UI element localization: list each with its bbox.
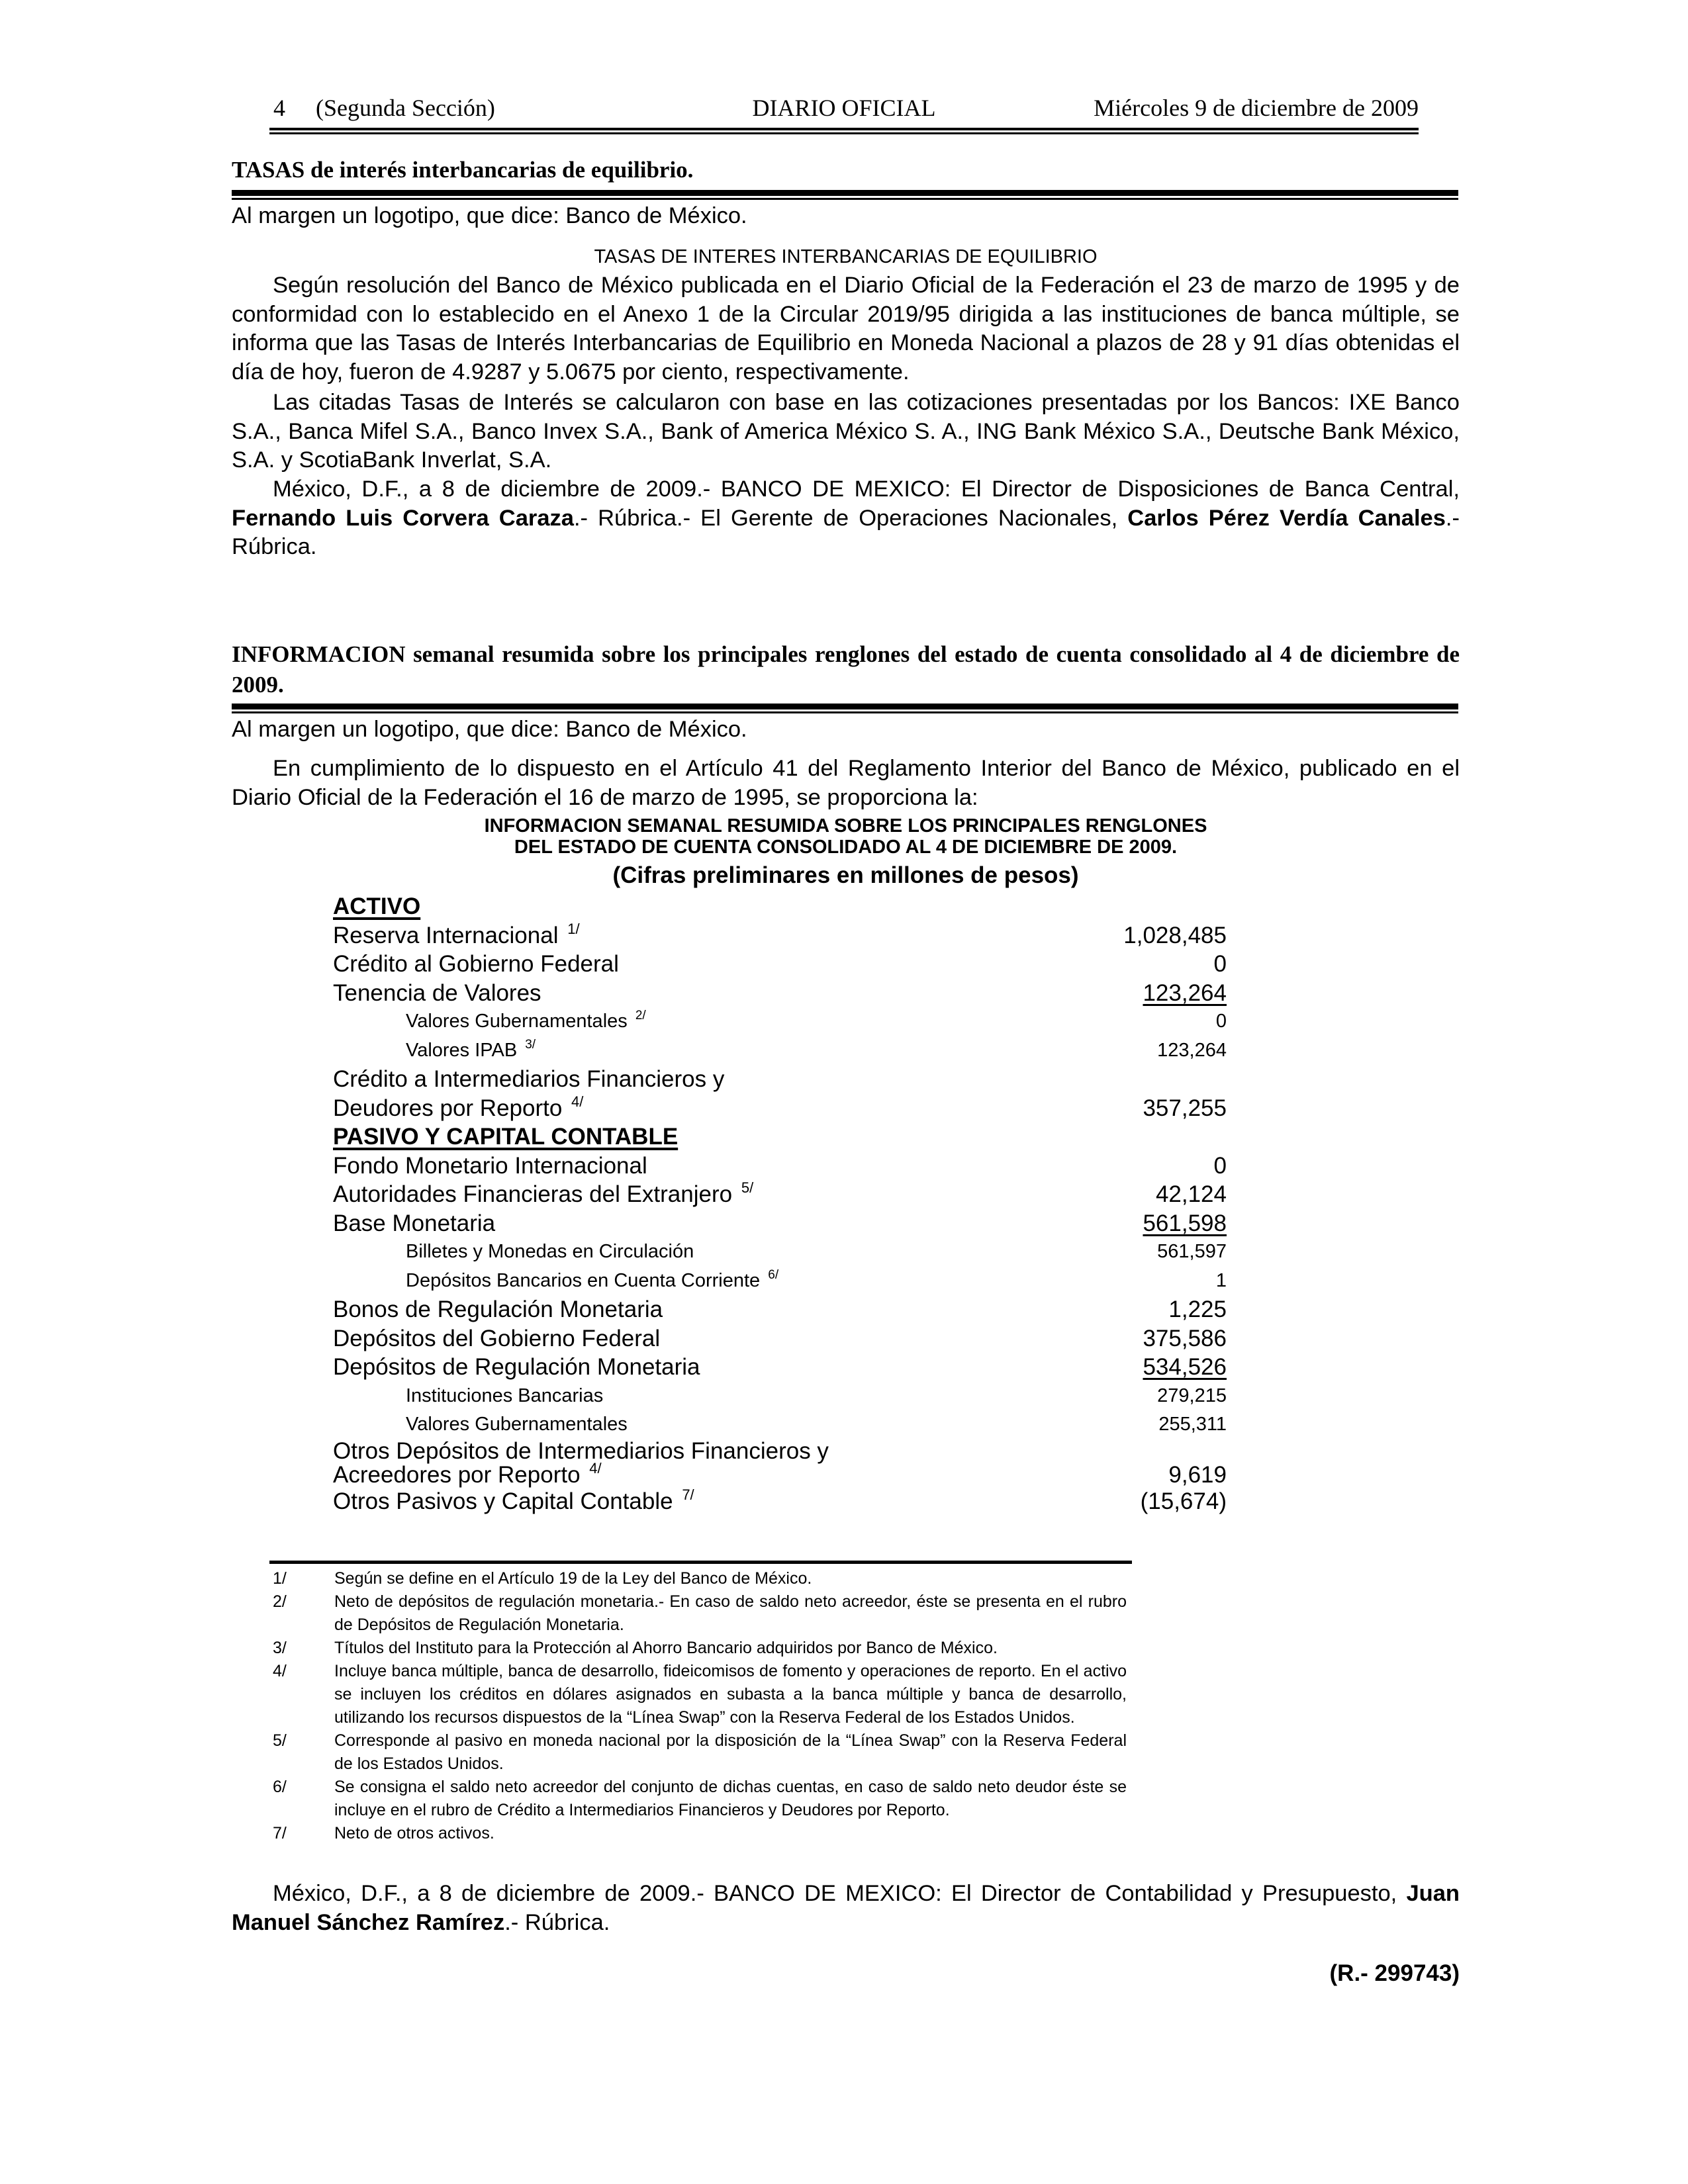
footnotes — [273, 1567, 1127, 1845]
notice1-signature-tail: .- Rúbrica. — [232, 505, 1460, 559]
row-label: Acreedores por Reporto $^{4/}$ — [333, 1459, 602, 1488]
pasivo-rows — [331, 1152, 1227, 1516]
footnote-number: 1/ — [273, 1569, 287, 1588]
activo-rows — [331, 921, 1227, 1123]
notice1-paragraph-banks: Las citadas Tasas de Interés se calcularon con base en las cotizaciones presentadas por los Bancos: IXE Banco S.A., Banca Mifel S.A., Banco Invex S.A., Bank of America México S. A., ING Bank México S.A., Deutsche Bank México, S.A. y ScotiaBank Inverlat, S.A. — [232, 390, 1460, 473]
row-value: 123,264 — [1143, 979, 1227, 1006]
page-header — [269, 94, 1419, 124]
notice2-heading-line1: INFORMACION SEMANAL RESUMIDA SOBRE LOS PRINCIPALES RENGLONES — [484, 815, 1207, 837]
row-value: (15,674) — [1140, 1488, 1227, 1514]
row-value: 9,619 — [1168, 1461, 1227, 1488]
row-value: 534,526 — [1143, 1354, 1227, 1380]
balance-table — [331, 892, 1227, 1516]
table-row — [331, 979, 1227, 1008]
table-row — [331, 1459, 1227, 1488]
publication-date: Miércoles 9 de diciembre de 2009 — [1094, 95, 1419, 121]
table-row — [331, 1238, 1227, 1267]
notice1-title: TASAS de interés interbancarias de equilibrio. — [232, 157, 694, 183]
row-label: Depósitos del Gobierno Federal — [333, 1325, 661, 1351]
footnote-text: Incluye banca múltiple, banca de desarrollo, fideicomisos de fomento y operaciones de reporto. En el activo se incluyen los créditos en dólares asignados en subasta a la banca múltiple y banca de desarrollo, utilizando los recursos dispuestos de la “Línea Swap” con la Reserva Federal de los Estados Unidos. — [334, 1662, 1127, 1727]
footnote-marker: 4/ — [571, 1093, 584, 1110]
row-label: Crédito al Gobierno Federal — [333, 951, 619, 977]
notice1-margin-note: Al margen un logotipo, que dice: Banco de México. — [232, 203, 747, 228]
row-label: Deudores por Reporto $^{4/}$ — [333, 1093, 584, 1121]
footnote-item — [273, 1660, 1127, 1729]
row-label: Otros Pasivos y Capital Contable $^{7/}$ — [333, 1486, 694, 1514]
header-rule-bottom — [269, 132, 1419, 134]
page-number: 4 — [273, 95, 285, 121]
table-row — [331, 1487, 1227, 1516]
table-row — [331, 950, 1227, 979]
notice1-title-rule-thick — [232, 190, 1458, 196]
notice1-signatory-2: Carlos Pérez Verdía Canales — [1127, 505, 1446, 531]
footnote-marker: 3/ — [525, 1037, 536, 1052]
table-row — [331, 1324, 1227, 1353]
footnote-number: 2/ — [273, 1592, 287, 1611]
row-label: Bonos de Regulación Monetaria — [333, 1297, 663, 1322]
row-value: 1,028,485 — [1123, 922, 1227, 948]
section-label: (Segunda Sección) — [316, 95, 495, 121]
row-label: Autoridades Financieras del Extranjero $^{5/}$ — [333, 1179, 754, 1207]
footnote-marker: 2/ — [635, 1009, 646, 1023]
footnote-item — [273, 1590, 1127, 1637]
row-value: 0 — [1213, 1152, 1227, 1179]
table-row — [331, 921, 1227, 950]
footnote-text: Se consigna el saldo neto acreedor del conjunto de dichas cuentas, en caso de saldo neto deudor éste se incluye en el rubro de Crédito a Intermediarios Financieros y Deudores por Reporto. — [334, 1778, 1127, 1819]
table-row — [331, 1295, 1227, 1324]
table-row — [331, 1439, 1227, 1463]
notice2-signatory: Juan Manuel Sánchez Ramírez — [232, 1881, 1460, 1935]
row-label: Billetes y Monedas en Circulación — [406, 1241, 694, 1262]
notice2-signature-tail: .- Rúbrica. — [504, 1909, 610, 1935]
row-value: 357,255 — [1143, 1095, 1227, 1121]
table-row — [331, 1209, 1227, 1238]
row-value: 123,264 — [1157, 1039, 1227, 1061]
row-label: Fondo Monetario Internacional — [333, 1152, 647, 1179]
row-label: Crédito a Intermediarios Financieros y — [333, 1066, 725, 1092]
row-value: 0 — [1215, 1011, 1227, 1032]
footnote-text: Neto de depósitos de regulación monetaria.- En caso de saldo neto acreedor, éste se presenta en el rubro de Depósitos de Regulación Monetaria. — [334, 1592, 1127, 1634]
notice2-subheading: (Cifras preliminares en millones de pesos) — [612, 862, 1079, 888]
table-row — [331, 1353, 1227, 1382]
footnote-item — [273, 1729, 1127, 1776]
row-label: Otros Depósitos de Intermediarios Financieros y — [333, 1437, 829, 1464]
table-row — [331, 1267, 1227, 1296]
notice2-title-rule-thin — [232, 711, 1458, 713]
row-value: 1,225 — [1168, 1297, 1227, 1322]
table-row — [331, 1180, 1227, 1209]
row-label: Reserva Internacional $^{1/}$ — [333, 920, 580, 948]
footnote-number: 5/ — [273, 1731, 287, 1750]
publication-name: DIARIO OFICIAL — [752, 95, 936, 121]
activo-heading-row — [331, 892, 1227, 921]
row-label: Base Monetaria — [333, 1210, 496, 1236]
notice2-heading-line2: DEL ESTADO DE CUENTA CONSOLIDADO AL 4 DE DICIEMBRE DE 2009. — [514, 837, 1178, 858]
pasivo-heading: PASIVO Y CAPITAL CONTABLE — [333, 1124, 679, 1150]
footnote-marker: 7/ — [682, 1486, 694, 1503]
notice1-signatory-1: Fernando Luis Corvera Caraza — [232, 505, 574, 531]
row-label: Valores Gubernamentales $^{2/}$ — [406, 1009, 646, 1032]
row-value: 1 — [1215, 1269, 1227, 1291]
footnote-number: 7/ — [273, 1824, 287, 1843]
row-label: Tenencia de Valores — [333, 979, 541, 1006]
notice1-signature-lead: México, D.F., a 8 de diciembre de 2009.- BANCO DE MEXICO: El Director de Disposiciones de Banca Central, — [273, 477, 1460, 502]
footnote-text: Corresponde al pasivo en moneda nacional por la disposición de la “Línea Swap” con la Reserva Federal de los Estados Unidos. — [334, 1731, 1127, 1773]
row-value: 279,215 — [1157, 1385, 1227, 1406]
footnote-number: 4/ — [273, 1662, 287, 1680]
notice1-title-rule-thin — [232, 198, 1458, 200]
notice2-title: INFORMACION semanal resumida sobre los principales renglones del estado de cuenta consolidado al 4 de diciembre de 2009. — [232, 641, 1460, 698]
row-label: Instituciones Bancarias — [406, 1385, 604, 1406]
table-row — [331, 1007, 1227, 1036]
table-row — [331, 1065, 1227, 1094]
row-value: 375,586 — [1143, 1325, 1227, 1351]
table-row — [331, 1410, 1227, 1439]
header-rule-top — [269, 128, 1419, 130]
table-row — [331, 1152, 1227, 1181]
footnote-text: Títulos del Instituto para la Protección al Ahorro Bancario adquiridos por Banco de México. — [334, 1639, 998, 1657]
row-value: 42,124 — [1155, 1181, 1227, 1207]
row-label: Valores IPAB $^{3/}$ — [406, 1037, 536, 1061]
footnote-number: 6/ — [273, 1778, 287, 1796]
row-value: 0 — [1213, 951, 1227, 977]
footnote-marker: 5/ — [741, 1179, 754, 1196]
row-value: 561,598 — [1143, 1210, 1227, 1236]
table-row — [331, 1094, 1227, 1123]
footnote-marker: 4/ — [589, 1459, 602, 1477]
row-label: Depósitos Bancarios en Cuenta Corriente $^{6/}$ — [406, 1267, 779, 1291]
notice2-signature — [232, 1880, 1460, 1937]
notice1-paragraph-rates: Según resolución del Banco de México publicada en el Diario Oficial de la Federación el 23 de marzo de 1995 y de conformidad con lo establecido en el Anexo 1 de la Circular 2019/95 dirigida a las instituciones de banca múltiple, se informa que las Tasas de Interés Interbancarias de Equilibrio en Moneda Nacional a plazos de 28 y 91 días obtenidas el día de hoy, fueron de 4.9287 y 5.0675 por ciento, respectivamente. — [232, 273, 1460, 385]
notice2-intro: En cumplimiento de lo dispuesto en el Artículo 41 del Reglamento Interior del Banco de México, publicado en el Diario Oficial de la Federación el 16 de marzo de 1995, se proporciona la: — [232, 756, 1460, 810]
notice2-title-rule-thick — [232, 704, 1458, 709]
footnote-item — [273, 1776, 1127, 1822]
notice1-signature — [232, 475, 1460, 562]
activo-heading: ACTIVO — [333, 893, 421, 919]
table-row — [331, 1036, 1227, 1066]
footnote-text: Según se define en el Artículo 19 de la Ley del Banco de México. — [334, 1569, 812, 1588]
row-label: Valores Gubernamentales — [406, 1414, 628, 1435]
footnote-rule — [269, 1561, 1132, 1564]
notice2-margin-note: Al margen un logotipo, que dice: Banco de México. — [232, 717, 747, 742]
footnote-item — [273, 1637, 1127, 1660]
pasivo-heading-row — [331, 1122, 1227, 1152]
footnote-item — [273, 1822, 1127, 1845]
notice1-signature-mid: .- Rúbrica.- El Gerente de Operaciones Nacionales, — [573, 505, 1128, 531]
footnote-marker: 6/ — [768, 1267, 779, 1282]
notice1-heading: TASAS DE INTERES INTERBANCARIAS DE EQUILIBRIO — [594, 246, 1098, 267]
notice2-signature-lead: México, D.F., a 8 de diciembre de 2009.- BANCO DE MEXICO: El Director de Contabilidad y Presupuesto, — [273, 1881, 1407, 1906]
footnote-marker: 1/ — [567, 920, 580, 937]
footnote-item — [273, 1567, 1127, 1590]
row-value: 255,311 — [1158, 1414, 1227, 1435]
footnote-text: Neto de otros activos. — [334, 1824, 494, 1843]
footnote-number: 3/ — [273, 1639, 287, 1657]
table-row — [331, 1382, 1227, 1411]
publication-reference: (R.- 299743) — [1329, 1960, 1460, 1986]
row-value: 561,597 — [1157, 1241, 1227, 1262]
row-label: Depósitos de Regulación Monetaria — [333, 1354, 700, 1380]
